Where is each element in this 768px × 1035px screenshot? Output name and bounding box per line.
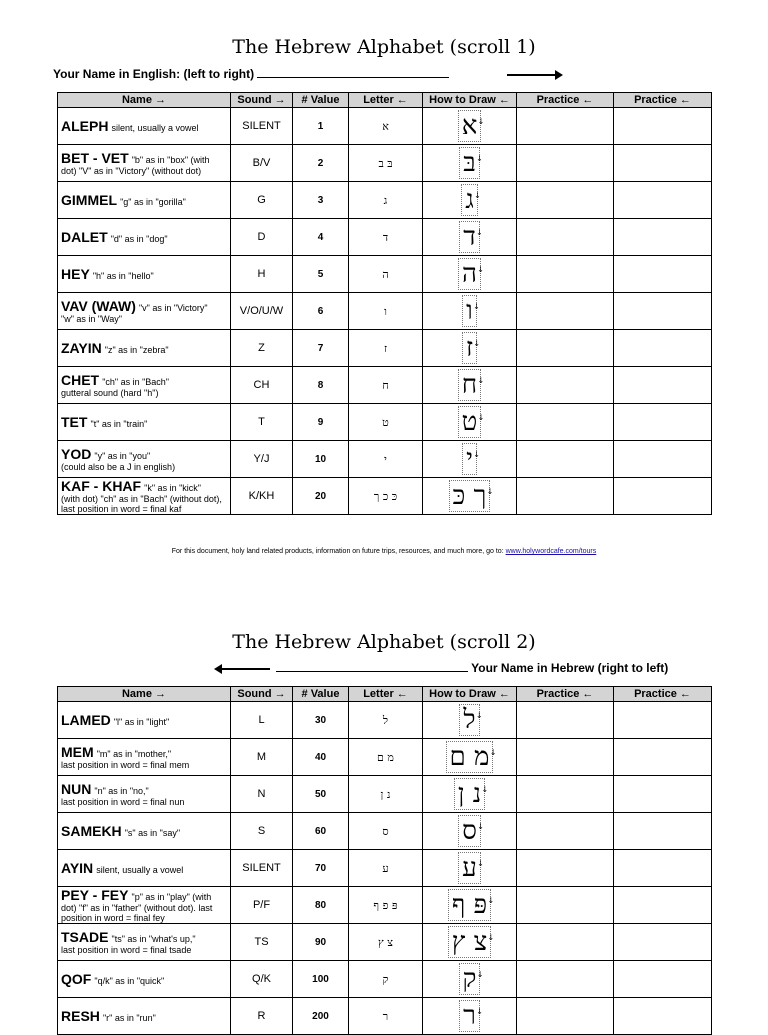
value-cell: 70 [293, 850, 349, 887]
letter-row [58, 367, 712, 404]
english-name-label: Your Name in English: (left to right) [53, 67, 255, 81]
stroke-guide-icon: ע ↓ [458, 852, 481, 884]
stroke-guide-icon: צ ץ ↓ [448, 926, 491, 958]
hebrew-letter-cell: י [349, 441, 423, 478]
value-cell: 90 [293, 924, 349, 961]
letter-row [58, 256, 712, 293]
hebrew-letter-cell: ר [349, 998, 423, 1035]
letter-note: (with dot) "ch" as in "Bach" (without dot), last position in word = final kaf [61, 494, 222, 514]
letter-name: ALEPH [61, 118, 109, 134]
practice-cell[interactable] [614, 739, 712, 776]
stroke-guide-icon: ל ↓ [459, 704, 479, 736]
letter-row [58, 145, 712, 182]
letter-name: QOF [61, 971, 92, 987]
letter-description: "q/k" as in "quick" [94, 976, 165, 986]
column-header: Name → [58, 687, 231, 702]
letter-name-cell [58, 924, 231, 961]
stroke-guide-icon: י ↓ [462, 443, 477, 475]
letter-name-cell [58, 256, 231, 293]
letter-row [58, 219, 712, 256]
value-cell: 6 [293, 293, 349, 330]
letter-row [58, 293, 712, 330]
how-to-draw-cell [423, 998, 517, 1035]
hebrew-letter-cell: ד [349, 219, 423, 256]
stroke-guide-icon: ח ↓ [458, 369, 481, 401]
column-header: How to Draw ← [423, 93, 517, 108]
letter-description: "ts" as in "what's up," [111, 934, 196, 944]
hebrew-letter-cell: ט [349, 404, 423, 441]
letter-name-cell [58, 887, 231, 924]
how-to-draw-cell [423, 813, 517, 850]
value-cell: 4 [293, 219, 349, 256]
hebrew-letter-cell: ס [349, 813, 423, 850]
practice-cell[interactable] [614, 924, 712, 961]
column-header: Practice ← [614, 687, 712, 702]
letter-row [58, 776, 712, 813]
letter-row [58, 108, 712, 145]
how-to-draw-cell [423, 776, 517, 813]
practice-cell[interactable] [614, 813, 712, 850]
practice-cell[interactable] [517, 293, 614, 330]
practice-cell[interactable] [614, 367, 712, 404]
letter-name: NUN [61, 781, 92, 797]
letter-name-cell [58, 108, 231, 145]
hebrew-letter-cell: ק [349, 961, 423, 998]
column-header: # Value [293, 687, 349, 702]
how-to-draw-cell [423, 108, 517, 145]
value-cell: 7 [293, 330, 349, 367]
letter-note: last position in word = final mem [61, 760, 190, 770]
how-to-draw-cell [423, 145, 517, 182]
letter-note: "w" as in "Way" [61, 314, 122, 324]
practice-cell[interactable] [614, 293, 712, 330]
value-cell: 3 [293, 182, 349, 219]
letter-name: HEY [61, 266, 90, 282]
practice-cell[interactable] [517, 256, 614, 293]
practice-cell[interactable] [614, 108, 712, 145]
letter-row [58, 850, 712, 887]
letter-description: "d" as in "dog" [110, 234, 168, 244]
hebrew-letter-cell: פּ פ ף [349, 887, 423, 924]
value-cell: 1 [293, 108, 349, 145]
sound-cell: TS [231, 924, 293, 961]
letter-name: ZAYIN [61, 340, 102, 356]
letter-name-cell [58, 702, 231, 739]
sound-cell: Q/K [231, 961, 293, 998]
letter-description: "p" as in "play" (with [131, 892, 212, 902]
how-to-draw-cell [423, 219, 517, 256]
practice-cell[interactable] [517, 404, 614, 441]
letter-name-cell [58, 776, 231, 813]
letter-name: BET - VET [61, 150, 129, 166]
letter-description: "l" as in "light" [113, 717, 170, 727]
sound-cell: P/F [231, 887, 293, 924]
letter-name: GIMMEL [61, 192, 117, 208]
footer-link[interactable]: www.holywordcafe.com/tours [505, 548, 597, 555]
practice-cell[interactable] [614, 850, 712, 887]
letter-description: silent, usually a vowel [111, 123, 199, 133]
sound-cell: L [231, 702, 293, 739]
sound-cell: T [231, 404, 293, 441]
stroke-guide-icon: ך כּ ↓ [449, 480, 491, 512]
letter-row [58, 998, 712, 1035]
letter-name: YOD [61, 446, 92, 462]
letter-name-cell [58, 367, 231, 404]
practice-cell[interactable] [614, 961, 712, 998]
letter-description: "r" as in "run" [102, 1013, 156, 1023]
hebrew-letter-cell: ה [349, 256, 423, 293]
letter-note: (could also be a J in english) [61, 462, 176, 472]
practice-cell[interactable] [517, 887, 614, 924]
letter-name: PEY - FEY [61, 887, 129, 903]
hebrew-name-label: Your Name in Hebrew (right to left) [471, 661, 669, 675]
hebrew-letter-cell: ו [349, 293, 423, 330]
letter-name: KAF - KHAF [61, 478, 142, 494]
hebrew-letter-cell: מ ם [349, 739, 423, 776]
column-header: Practice ← [517, 687, 614, 702]
letter-name: TSADE [61, 929, 109, 945]
letter-name: RESH [61, 1008, 100, 1024]
letter-name-cell [58, 404, 231, 441]
value-cell: 80 [293, 887, 349, 924]
stroke-guide-icon: ו ↓ [462, 295, 477, 327]
value-cell: 60 [293, 813, 349, 850]
hebrew-letter-cell: ע [349, 850, 423, 887]
practice-cell[interactable] [614, 330, 712, 367]
stroke-guide-icon: ז ↓ [462, 332, 477, 364]
letter-name: MEM [61, 744, 94, 760]
letter-note: dot) "f" as in "father" (without dot). last position in word = final fey [61, 903, 213, 923]
letter-row [58, 813, 712, 850]
sound-cell: Z [231, 330, 293, 367]
practice-cell[interactable] [614, 441, 712, 478]
right-arrow-icon [507, 74, 561, 76]
practice-cell[interactable] [614, 776, 712, 813]
footer-text: For this document, holy land related products, information on future trips, resources, and much more, go to: [171, 548, 504, 555]
letter-description: silent, usually a vowel [96, 865, 184, 875]
value-cell: 200 [293, 998, 349, 1035]
letter-row [58, 182, 712, 219]
letter-note: last position in word = final tsade [61, 945, 192, 955]
column-header: Sound → [231, 687, 293, 702]
sound-cell: B/V [231, 145, 293, 182]
letter-name: AYIN [61, 860, 94, 876]
letter-name-cell [58, 998, 231, 1035]
scroll1-table [57, 92, 712, 515]
letter-row [58, 702, 712, 739]
stroke-guide-icon: ק ↓ [459, 963, 481, 995]
practice-cell[interactable] [517, 776, 614, 813]
practice-cell[interactable] [517, 441, 614, 478]
practice-cell[interactable] [517, 998, 614, 1035]
letter-name: LAMED [61, 712, 111, 728]
practice-cell[interactable] [614, 404, 712, 441]
value-cell: 2 [293, 145, 349, 182]
practice-cell[interactable] [517, 182, 614, 219]
practice-cell[interactable] [517, 367, 614, 404]
column-header: How to Draw ← [423, 687, 517, 702]
scroll1-title: The Hebrew Alphabet (scroll 1) [232, 36, 536, 58]
sound-cell: H [231, 256, 293, 293]
sound-cell: S [231, 813, 293, 850]
how-to-draw-cell [423, 924, 517, 961]
hebrew-letter-cell: נ ן [349, 776, 423, 813]
letter-name: CHET [61, 372, 100, 388]
english-name-line [53, 67, 449, 81]
letter-description: "s" as in "say" [124, 828, 181, 838]
letter-description: "t" as in "train" [90, 419, 148, 429]
letter-description: "g" as in "gorilla" [120, 197, 186, 207]
sound-cell: N [231, 776, 293, 813]
letter-name-cell [58, 330, 231, 367]
practice-cell[interactable] [614, 145, 712, 182]
letter-name-cell [58, 850, 231, 887]
hebrew-letter-cell: בּ ב [349, 145, 423, 182]
sound-cell: K/KH [231, 478, 293, 515]
practice-cell[interactable] [614, 478, 712, 515]
practice-cell[interactable] [517, 145, 614, 182]
how-to-draw-cell [423, 330, 517, 367]
letter-row [58, 404, 712, 441]
how-to-draw-cell [423, 478, 517, 515]
how-to-draw-cell [423, 702, 517, 739]
stroke-guide-icon: ג ↓ [461, 184, 478, 216]
stroke-guide-icon: מ ם ↓ [446, 741, 494, 773]
hebrew-letter-cell: א [349, 108, 423, 145]
letter-note: dot) "V" as in "Victory" (without dot) [61, 166, 202, 176]
practice-cell[interactable] [614, 219, 712, 256]
column-header: # Value [293, 93, 349, 108]
value-cell: 20 [293, 478, 349, 515]
practice-cell[interactable] [517, 702, 614, 739]
practice-cell[interactable] [517, 108, 614, 145]
letter-name-cell [58, 219, 231, 256]
how-to-draw-cell [423, 961, 517, 998]
value-cell: 5 [293, 256, 349, 293]
sound-cell: M [231, 739, 293, 776]
value-cell: 30 [293, 702, 349, 739]
value-cell: 9 [293, 404, 349, 441]
hebrew-letter-cell: כּ כ ך [349, 478, 423, 515]
how-to-draw-cell [423, 404, 517, 441]
letter-name-cell [58, 739, 231, 776]
stroke-guide-icon: ט ↓ [458, 406, 482, 438]
practice-cell[interactable] [517, 961, 614, 998]
letter-name: SAMEKH [61, 823, 122, 839]
scroll2-title: The Hebrew Alphabet (scroll 2) [232, 631, 536, 653]
practice-cell[interactable] [517, 924, 614, 961]
letter-name: VAV (WAW) [61, 298, 136, 314]
practice-cell[interactable] [517, 850, 614, 887]
column-header: Sound → [231, 93, 293, 108]
practice-cell[interactable] [517, 478, 614, 515]
sound-cell: Y/J [231, 441, 293, 478]
sound-cell: SILENT [231, 850, 293, 887]
practice-cell[interactable] [517, 739, 614, 776]
letter-row [58, 330, 712, 367]
left-arrow-icon [216, 668, 270, 670]
hebrew-letter-cell: צ ץ [349, 924, 423, 961]
letter-description: "m" as in "mother," [96, 749, 172, 759]
hebrew-letter-cell: ז [349, 330, 423, 367]
hebrew-letter-cell: ג [349, 182, 423, 219]
how-to-draw-cell [423, 293, 517, 330]
practice-cell[interactable] [614, 182, 712, 219]
sound-cell: CH [231, 367, 293, 404]
how-to-draw-cell [423, 739, 517, 776]
letter-name-cell [58, 478, 231, 515]
column-header: Practice ← [614, 93, 712, 108]
scroll2-table [57, 686, 712, 1035]
how-to-draw-cell [423, 182, 517, 219]
letter-row [58, 478, 712, 515]
value-cell: 10 [293, 441, 349, 478]
stroke-guide-icon: פּ ף ↓ [448, 889, 491, 921]
column-header: Letter ← [349, 687, 423, 702]
stroke-guide-icon: נ ן ↓ [454, 778, 485, 810]
hebrew-letter-cell: ל [349, 702, 423, 739]
letter-note: last position in word = final nun [61, 797, 185, 807]
letter-row [58, 441, 712, 478]
how-to-draw-cell [423, 887, 517, 924]
stroke-guide-icon: ר ↓ [459, 1000, 480, 1032]
letter-description: "b" as in "box" (with [131, 155, 210, 165]
letter-description: "v" as in "Victory" [138, 303, 208, 313]
practice-cell[interactable] [614, 702, 712, 739]
letter-note: gutteral sound (hard "h") [61, 388, 159, 398]
how-to-draw-cell [423, 256, 517, 293]
letter-name-cell [58, 813, 231, 850]
letter-name-cell [58, 293, 231, 330]
practice-cell[interactable] [517, 330, 614, 367]
practice-cell[interactable] [517, 813, 614, 850]
sound-cell: G [231, 182, 293, 219]
column-header: Name → [58, 93, 231, 108]
sound-cell: SILENT [231, 108, 293, 145]
stroke-guide-icon: ס ↓ [458, 815, 481, 847]
hebrew-name-blank[interactable] [276, 661, 468, 672]
practice-cell[interactable] [614, 256, 712, 293]
column-header: Letter ← [349, 93, 423, 108]
value-cell: 100 [293, 961, 349, 998]
letter-name-cell [58, 441, 231, 478]
stroke-guide-icon: בּ ↓ [459, 147, 480, 179]
sound-cell: V/O/U/W [231, 293, 293, 330]
stroke-guide-icon: ה ↓ [458, 258, 481, 290]
letter-row [58, 961, 712, 998]
hebrew-name-line [276, 661, 668, 675]
stroke-guide-icon: ד ↓ [459, 221, 480, 253]
footer-note [0, 548, 768, 555]
letter-description: "k" as in "kick" [144, 483, 201, 493]
english-name-blank[interactable] [257, 67, 449, 78]
letter-row [58, 924, 712, 961]
value-cell: 8 [293, 367, 349, 404]
letter-description: "z" as in "zebra" [104, 345, 169, 355]
letter-row [58, 887, 712, 924]
practice-cell[interactable] [517, 219, 614, 256]
letter-name-cell [58, 182, 231, 219]
letter-name: DALET [61, 229, 108, 245]
letter-row [58, 739, 712, 776]
sound-cell: R [231, 998, 293, 1035]
how-to-draw-cell [423, 850, 517, 887]
value-cell: 50 [293, 776, 349, 813]
letter-description: "ch" as in "Bach" [102, 377, 169, 387]
letter-name: TET [61, 414, 88, 430]
letter-name-cell [58, 145, 231, 182]
letter-description: "h" as in "hello" [92, 271, 154, 281]
hebrew-letter-cell: ח [349, 367, 423, 404]
letter-description: "y" as in "you" [94, 451, 151, 461]
letter-name-cell [58, 961, 231, 998]
practice-cell[interactable] [614, 887, 712, 924]
stroke-guide-icon: א ↓ [458, 110, 482, 142]
column-header: Practice ← [517, 93, 614, 108]
value-cell: 40 [293, 739, 349, 776]
how-to-draw-cell [423, 367, 517, 404]
practice-cell[interactable] [614, 998, 712, 1035]
sound-cell: D [231, 219, 293, 256]
letter-description: "n" as in "no," [94, 786, 149, 796]
how-to-draw-cell [423, 441, 517, 478]
